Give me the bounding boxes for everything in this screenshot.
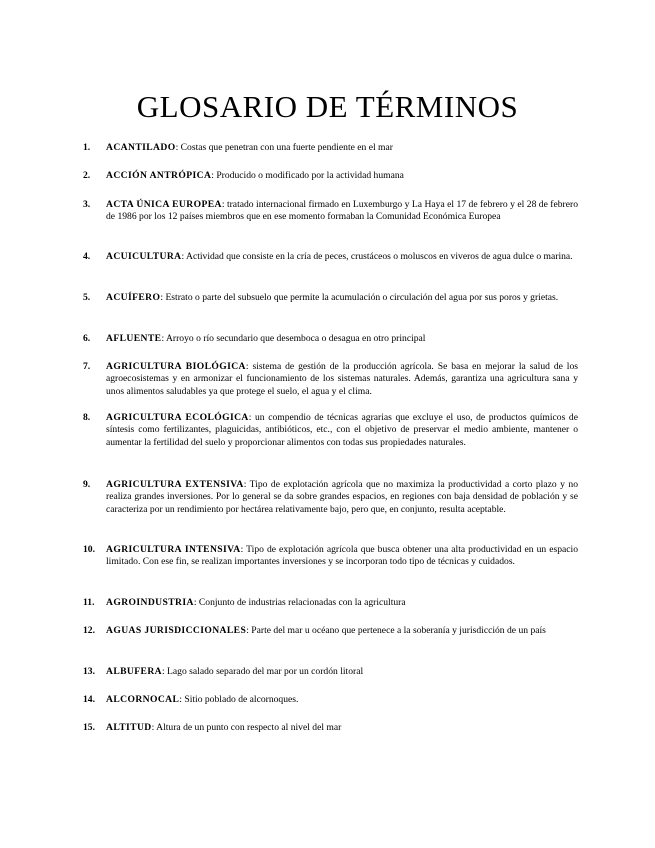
entry-number: 12.: [83, 625, 95, 636]
entry-definition: : Tipo de explotación agrícola que no maximiza la productividad a corto plazo y no realiza grandes inversiones. Por lo general se da sobre grandes espacios, en regiones con baja densidad de población y se caracteriza por un rendimiento por hectárea relativamente bajo, pero que, en conjunto, resulta aceptable.: [106, 479, 578, 515]
entry-definition: : Sitio poblado de alcornoques.: [179, 694, 299, 705]
entry-definition: : Tipo de explotación agrícola que busca obtener una alta productividad en un espacio limitado. Con ese fin, se realizan importantes inversiones y se incorporan todo tipo de técnicas y cuidados.: [106, 544, 578, 568]
entry-number: 9.: [83, 479, 91, 490]
entry-number: 10.: [83, 544, 95, 555]
entry-definition: : Parte del mar u océano que pertenece a la soberanía y jurisdicción de un país: [246, 625, 546, 636]
entry-definition: : Costas que penetran con una fuerte pendiente en el mar: [175, 142, 393, 153]
entry-number: 3.: [83, 199, 91, 210]
entry-definition: : Estrato o parte del subsuelo que permite la acumulación o circulación del agua por sus poros y grietas.: [160, 292, 559, 303]
entry-definition: : Lago salado separado del mar por un cordón litoral: [161, 666, 364, 677]
entry-definition: : Altura de un punto con respecto al nivel del mar: [151, 722, 342, 733]
entry-term: AGUAS JURISDICCIONALES: [106, 625, 247, 636]
entry-term: ALTITUD: [106, 722, 152, 733]
entry-number: 6.: [83, 333, 91, 344]
entry-term: AGRICULTURA EXTENSIVA: [106, 479, 244, 490]
entry-term: ALCORNOCAL: [106, 694, 180, 705]
entry-definition: : tratado internacional firmado en Luxemburgo y La Haya el 17 de febrero y el 28 de febrero de 1986 por los 12 países miembros que en ese momento formaban la Comunidad Económica Europea: [106, 199, 578, 223]
entry-definition: : sistema de gestión de la producción agrícola. Se basa en mejorar la salud de los agroecosistemas y en armonizar el funcionamiento de los sistemas naturales. Además, garantiza una agricultura sana y unos alimentos saludables ya que protege el suelo, el agua y el clima.: [106, 361, 578, 397]
entry-number: 4.: [83, 251, 91, 262]
entry-number: 8.: [83, 412, 91, 423]
entry-term: ACUÍFERO: [106, 292, 161, 303]
entry-term: ACCIÓN ANTRÓPICA: [106, 170, 212, 181]
entry-definition: : Actividad que consiste en la cría de peces, crustáceos o moluscos en viveros de agua dulce o marina.: [181, 251, 573, 262]
entry-term: AFLUENTE: [106, 333, 162, 344]
entry-number: 15.: [83, 722, 95, 733]
entry-number: 14.: [83, 694, 95, 705]
entry-term: AGRICULTURA INTENSIVA: [106, 544, 241, 555]
entry-term: ALBUFERA: [106, 666, 162, 677]
page-title: GLOSARIO DE TÉRMINOS: [136, 89, 519, 124]
entry-number: 1.: [83, 142, 91, 153]
entry-definition: : Conjunto de industrias relacionadas con la agricultura: [193, 597, 406, 608]
entry-term: AGRICULTURA BIOLÓGICA: [106, 361, 246, 372]
entry-number: 13.: [83, 666, 95, 677]
entry-term: ACANTILADO: [106, 142, 176, 153]
entry-term: AGROINDUSTRIA: [106, 597, 194, 608]
entry-term: AGRICULTURA ECOLÓGICA: [106, 412, 249, 423]
entry-number: 2.: [83, 170, 91, 181]
entry-number: 11.: [83, 597, 95, 608]
entry-definition: : un compendio de técnicas agrarias que excluye el uso, de productos químicos de síntesis como fertilizantes, plaguicidas, antibióticos, etc., con el objetivo de preservar el medio ambiente, mantener o aumentar la fertilidad del suelo y proporcionar alimentos con todas sus propiedades naturales.: [106, 412, 578, 448]
entry-definition: : Arroyo o río secundario que desemboca o desagua en otro principal: [161, 333, 426, 344]
entry-term: ACUICULTURA: [106, 251, 182, 262]
entry-term: ACTA ÚNICA EUROPEA: [106, 199, 222, 210]
entry-number: 5.: [83, 292, 91, 303]
entry-definition: : Producido o modificado por la actividad humana: [211, 170, 404, 181]
entry-number: 7.: [83, 361, 91, 372]
